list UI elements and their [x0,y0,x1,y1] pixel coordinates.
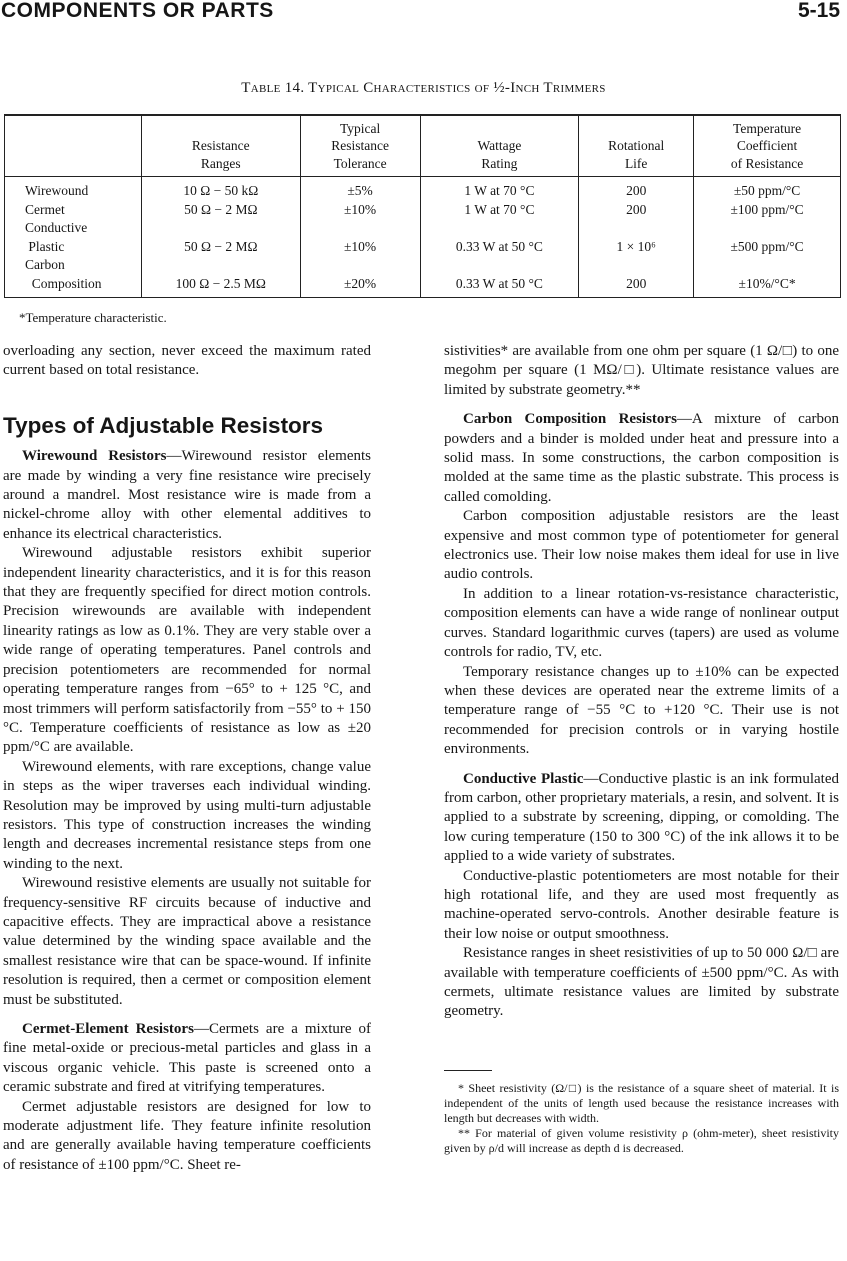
table-cell: ±20% [300,275,420,297]
footnote: * Sheet resistivity (Ω/□) is the resistance of a square sheet of material. It is independent of the units of length used because the resistance increases with length but decreases with width. [444,1080,839,1125]
paragraph: overloading any section, never exceed the maximum rated current based on total resistance. [3,343,371,379]
page-number: 5-15 [797,0,840,22]
table-row [5,275,841,297]
table-cell: 50 Ω − 2 MΩ [141,238,300,257]
table-cell [141,256,300,275]
table-row [5,201,841,220]
table-footnote: *Temperature characteristic. [19,310,167,325]
paragraph-conductive-plastic [444,770,839,867]
table-cell: ±5% [300,177,420,201]
table-cell [300,256,420,275]
footnote: ** For material of given volume resistivity ρ (ohm-meter), sheet resistivity given by ρ/d will increase as depth d is decreased. [444,1125,839,1155]
section-title: COMPONENTS OR PARTS [1,0,274,22]
table-row [5,219,841,238]
column-header: Temperature Coefficient of Resistance [694,115,841,177]
paragraph: Carbon composition adjustable resistors are the least expensive and most common type of potentiometer for general electronics use. Their low noise makes them ideal for use in live audio controls. [444,508,839,583]
table-cell: 1 W at 70 °C [420,201,579,220]
table-cell: ±500 ppm/°C [694,238,841,257]
column-header: Wattage Rating [420,115,579,177]
table-header-row [5,115,841,177]
run-in-heading: Carbon Composition Resistors [463,411,677,428]
table-cell: 200 [579,275,694,297]
column-header: Typical Resistance Tolerance [300,115,420,177]
paragraph-cermet [3,1020,371,1098]
table-cell [694,219,841,238]
table-cell: 100 Ω − 2.5 MΩ [141,275,300,297]
run-in-heading: Wirewound Resistors [22,448,167,465]
table-cell [300,219,420,238]
table-caption: Table 14. Typical Characteristics of ½-Inch Trimmers [241,80,606,96]
paragraph: sistivities* are available from one ohm per square (1 Ω/□) to one megohm per square (1 MΩ/□). Ultimate resistance values are limited by substrate geometry.** [444,343,839,398]
paragraph-text: —Cermets are a mixture of fine metal-oxide or precious-metal particles and glass in a viscous organic vehicle. This paste is screened onto a ceramic substrate and fired at vitrifying temperatures. [3,1021,372,1096]
table-cell: ±10%/°C* [694,275,841,297]
paragraph-text: —Conductive plastic is an ink formulated from carbon, other proprietary materials, a resin, and solvent. It is applied to a substrate by screening, dipping, or comolding. The low curing temperature (150 to 300 °C) of the ink allows it to be applied to a wide variety of substrates. [444,770,840,865]
table-cell: ±10% [300,238,420,257]
table-cell: 50 Ω − 2 MΩ [141,201,300,220]
table-cell: ±10% [300,201,420,220]
paragraph: Cermet adjustable resistors are designed for low to moderate adjustment life. They feature infinite resolution and are generally available having temperature coefficients of resistance of ±100 ppm/°C. Sheet re- [3,1098,371,1173]
table-cell: 10 Ω − 50 kΩ [141,177,300,201]
paragraph: Wirewound elements, with rare exceptions, change value in steps as the wiper traverses each individual winding. Resolution may be improved by using multi-turn adjustable resistors. This type of construction increases the winding length and decreases incremental resistance steps from one winding to the next. [3,758,371,872]
column-header: Resistance Ranges [141,115,300,177]
table-cell [579,256,694,275]
footnote-rule [444,1070,492,1071]
paragraph: Wirewound adjustable resistors exhibit superior independent linearity characteristics, and it is for this reason that they are frequently specified for direct motion controls. Precision wirewounds are available with independent linearity ratings as low as 0.1%. They are very stable over a wide range of operating temperatures. Panel controls and precision potentiometers are recommended for normal operating temperature ranges from −65° to + 125 °C, and most trimmers will perform satisfactorily from −55° to + 150 °C. Temperature coefficients of resistance as low as ±20 ppm/°C are available. [3,545,371,756]
paragraph-text: —Wirewound resistor elements are made by winding a very fine resistance wire precisely around a mandrel. Most resistance wire is made from a nickel-chrome alloy with other elemental additives to enhance its electrical characteristics. [3,448,372,542]
trimmer-characteristics-table [4,114,841,298]
table-cell [141,219,300,238]
row-label: Cermet [5,201,142,220]
table-cell [420,219,579,238]
row-label: Conductive [5,219,142,238]
table-row [5,256,841,275]
paragraph-text: —A mixture of carbon powders and a binder is molded under heat and pressure into a solid mass. In some constructions, the carbon composition is molded at the same time as the plastic substrate. This process is called comolding. [444,411,839,505]
paragraph: Temporary resistance changes up to ±10% can be expected when these devices are operated near the extreme limits of a temperature range of −55 °C to +120 °C. Their use is not recommended for precision controls or in varying hostile environments. [444,663,839,758]
table-cell: ±50 ppm/°C [694,177,841,201]
section-heading: Types of Adjustable Resistors [3,412,324,438]
row-label: Composition [5,275,142,297]
paragraph: In addition to a linear rotation-vs-resistance characteristic, composition elements can have a wide range of nonlinear output curves. Standard logarithmic curves (tapers) are used as volume controls for radio, TV, etc. [444,585,839,661]
table-cell: 1 W at 70 °C [420,177,579,201]
paragraph-carbon-composition [444,410,839,507]
page-header [0,0,847,26]
table-cell: 200 [579,201,694,220]
paragraph: Resistance ranges in sheet resistivities of up to 50 000 Ω/□ are available with temperature coefficients of ±500 ppm/°C. As with cermets, ultimate resistance values are limited by substrate geometry. [444,945,839,1020]
paragraph: Conductive-plastic potentiometers are most notable for their high rotational life, and they are used most frequently as machine-operated servo-controls. Another desirable feature is their low noise or output smoothness. [444,867,839,942]
row-label: Carbon [5,256,142,275]
right-column [444,342,839,1156]
paragraph: Wirewound resistive elements are usually not suitable for frequency-sensitive RF circuits because of inductive and capacitive effects. They are impractical above a resistance value determined by the winding space available and the smallest resistance wire that can be space-wound. If infinite resolution is required, then a cermet or composition element must be substituted. [3,875,371,1008]
table-cell [420,256,579,275]
footnotes [444,1081,839,1156]
run-in-heading: Cermet-Element Resistors [22,1021,194,1037]
paragraph-wirewound [3,447,371,544]
table-row [5,177,841,201]
table-header-blank [5,115,142,177]
table-cell: 200 [579,177,694,201]
table-cell: 0.33 W at 50 °C [420,275,579,297]
row-label: Plastic [5,238,142,257]
left-column [3,342,371,1175]
table-cell: 0.33 W at 50 °C [420,238,579,257]
run-in-heading: Conductive Plastic [463,770,584,787]
column-header: Rotational Life [579,115,694,177]
table-cell: ±100 ppm/°C [694,201,841,220]
table-cell: 1 × 10⁶ [579,238,694,257]
table-row [5,238,841,257]
table-cell [694,256,841,275]
row-label: Wirewound [5,177,142,201]
table-cell [579,219,694,238]
